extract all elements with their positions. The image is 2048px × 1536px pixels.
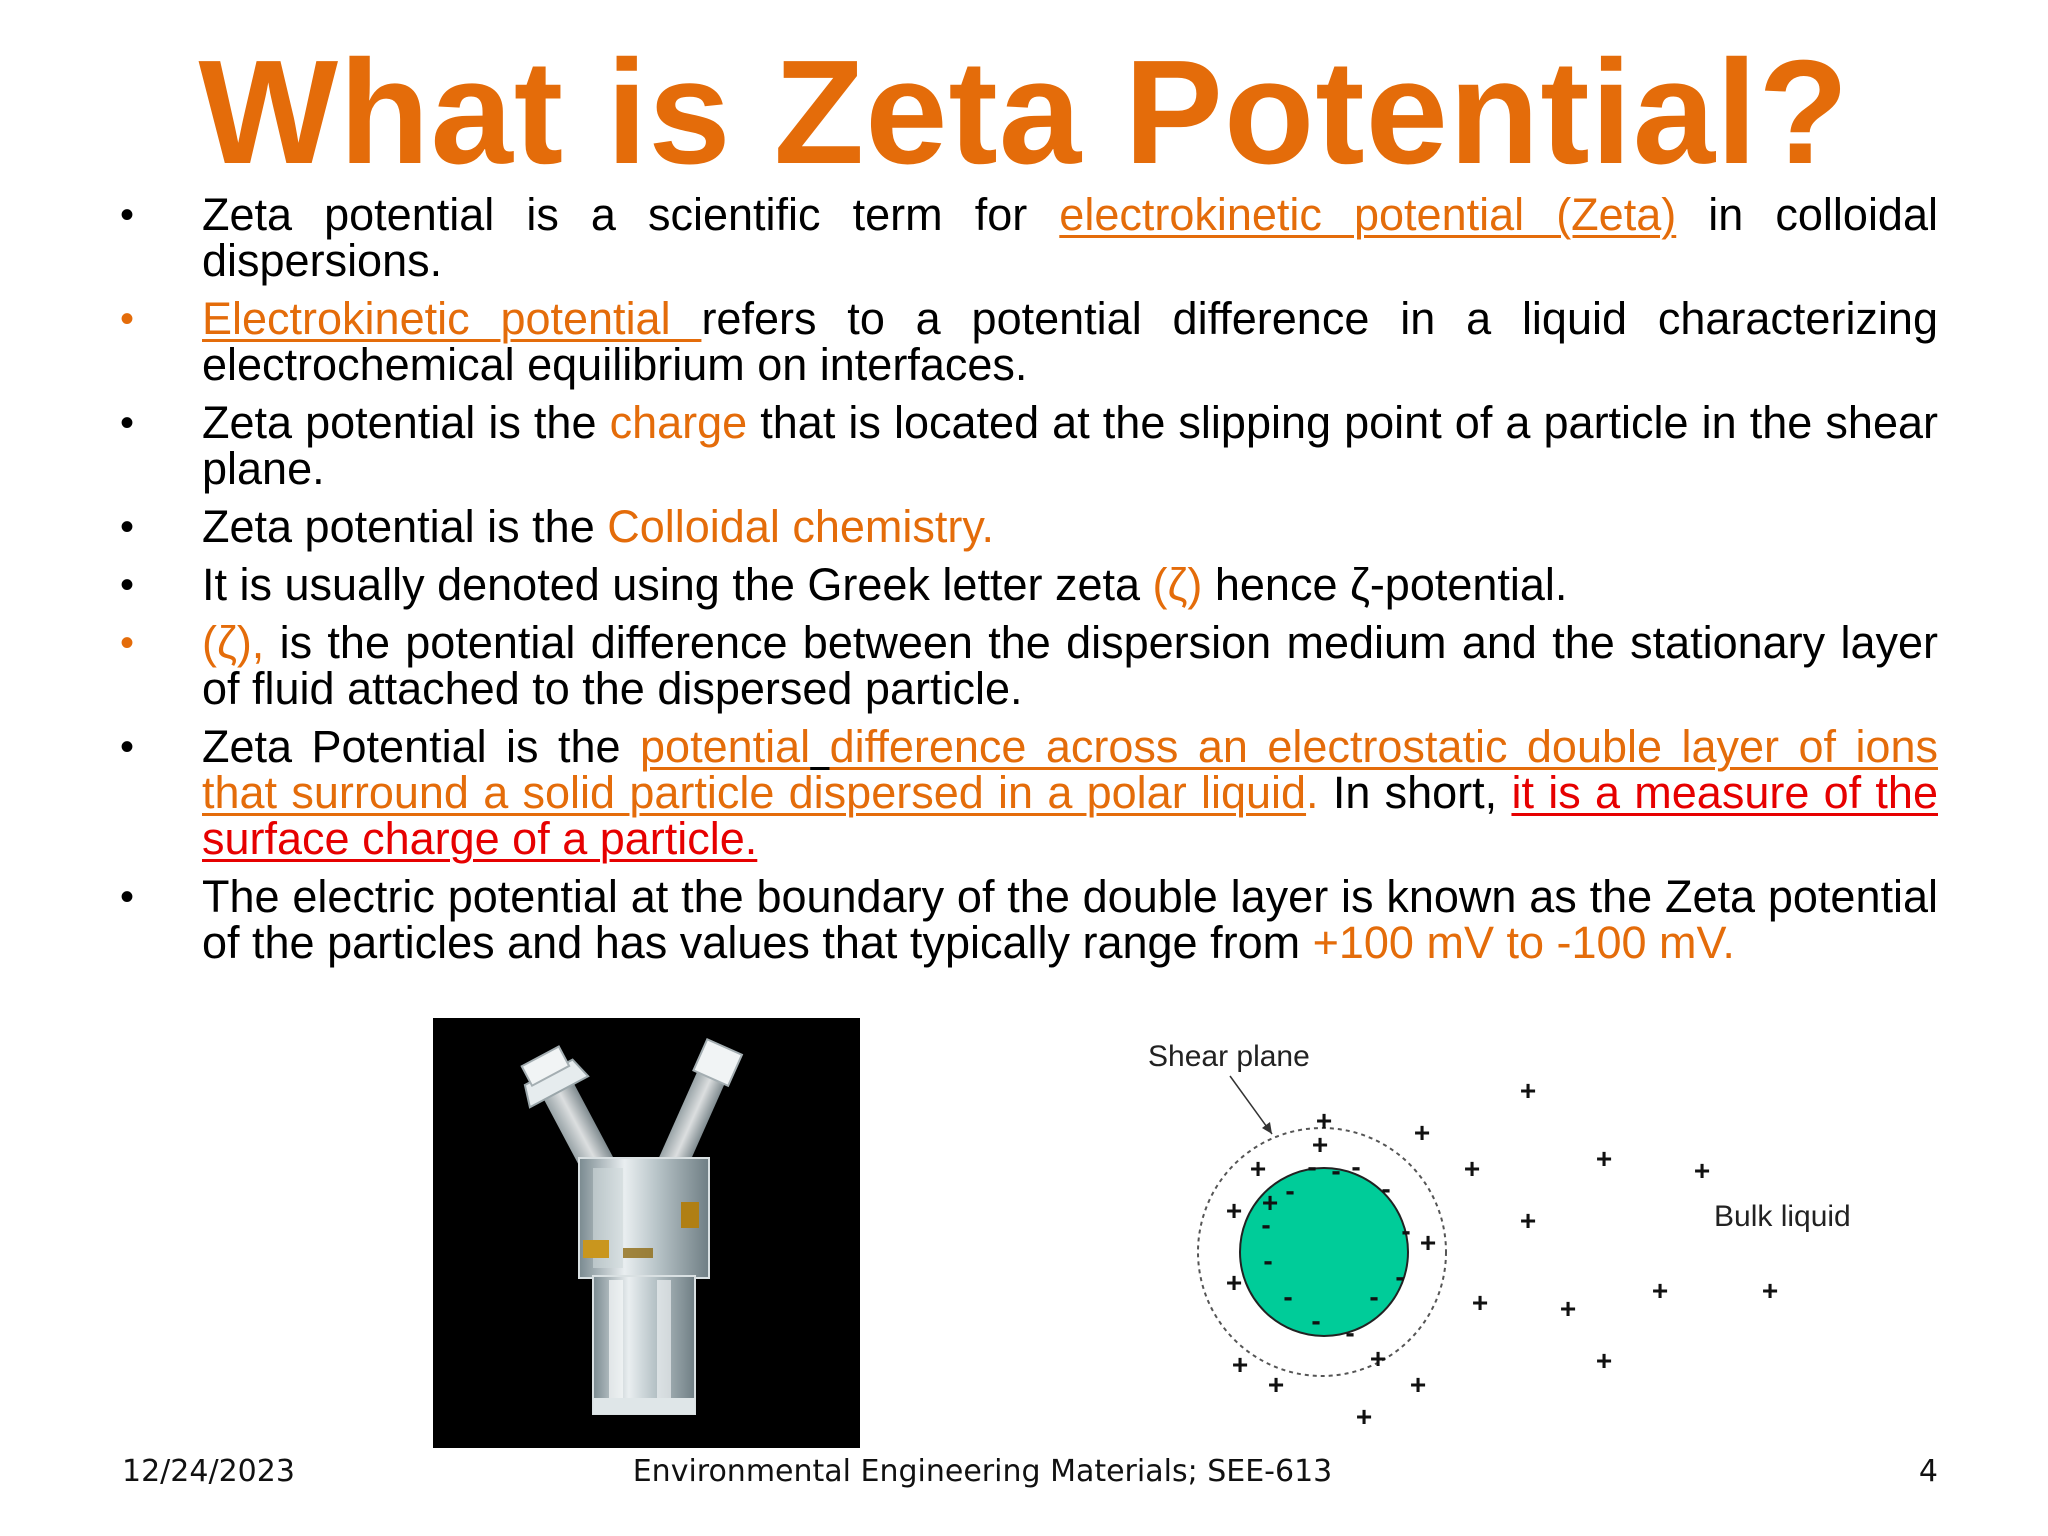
positive-ion-icon: + <box>1519 1205 1537 1236</box>
bullet-marker: • <box>120 505 135 549</box>
zeta-cell-illustration <box>433 1018 860 1448</box>
bullet-text <box>202 189 1938 286</box>
bullet-segment: The electric potential at the boundary of the double layer is known as the Zeta potential of the particles and has values that typically range from <box>202 871 1938 968</box>
negative-ion-icon: - <box>1345 1317 1355 1348</box>
positive-ion-icon: + <box>1413 1117 1431 1148</box>
bullet-item <box>120 721 1938 864</box>
negative-ion-icon: - <box>1401 1215 1411 1246</box>
negative-ion-icon: - <box>1311 1305 1321 1336</box>
bullet-segment: it is a measure of the surface charge of a particle. <box>202 767 1938 864</box>
negative-ion-icon: - <box>1381 1173 1391 1204</box>
slide-title: What is Zeta Potential? <box>198 30 1850 195</box>
bullet-segment <box>810 721 829 772</box>
negative-ion-icon: - <box>1283 1281 1293 1312</box>
positive-ion-icon: + <box>1595 1143 1613 1174</box>
bullet-marker: • <box>120 193 135 237</box>
bullet-text <box>202 721 1938 864</box>
bullet-item <box>120 293 1938 390</box>
bullet-segment: potential <box>640 721 811 772</box>
positive-ion-icon: + <box>1225 1195 1243 1226</box>
bullet-segment: Zeta Potential is the <box>202 721 641 772</box>
positive-ion-icon: + <box>1315 1105 1333 1136</box>
bullet-segment: Zeta potential is a scientific term for <box>202 189 1060 240</box>
positive-ion-icon: + <box>1559 1293 1577 1324</box>
bullet-segment: charge <box>609 397 748 448</box>
negative-ion-icon: - <box>1261 1209 1271 1240</box>
negative-ion-icon: - <box>1331 1155 1341 1186</box>
footer-course: Environmental Engineering Materials; SEE-613 <box>632 1454 1333 1489</box>
bullet-segment: Zeta potential is the <box>202 501 608 552</box>
bullet-segment: . <box>1306 767 1319 818</box>
bullet-segment: hence ζ-potential. <box>1202 559 1568 610</box>
bullet-item <box>120 617 1938 714</box>
bullet-segment: Zeta potential is the <box>202 397 610 448</box>
positive-ion-icon: + <box>1225 1267 1243 1298</box>
bullet-item <box>120 871 1938 968</box>
footer-page-number: 4 <box>1918 1454 1938 1489</box>
bullet-segment: difference across an electrostatic double layer of ions that surround a solid particle dispersed in a polar liquid <box>202 721 1938 818</box>
bullet-segment: (ζ), <box>202 617 265 668</box>
bullet-text <box>202 871 1938 968</box>
bullet-segment: is the potential difference between the dispersion medium and the stationary layer of fluid attached to the dispersed particle. <box>202 617 1938 714</box>
positive-ion-icon: + <box>1761 1275 1779 1306</box>
negative-ion-icon: - <box>1285 1175 1295 1206</box>
positive-ion-icon: + <box>1471 1287 1489 1318</box>
positive-ion-icon: + <box>1595 1345 1613 1376</box>
shear-plane-label: Shear plane <box>1148 1040 1310 1073</box>
footer-date: 12/24/2023 <box>122 1454 295 1489</box>
positive-ion-icon: + <box>1419 1227 1437 1258</box>
bullet-segment: that is located at the slipping point of a particle in the shear plane. <box>202 397 1938 494</box>
bullet-item <box>120 559 1938 610</box>
bullet-item <box>120 189 1938 286</box>
positive-ion-icon: + <box>1231 1349 1249 1380</box>
bullet-item <box>120 501 1938 552</box>
negative-ion-icon: - <box>1263 1245 1273 1276</box>
bullet-marker: • <box>120 297 135 341</box>
bullet-segment: electrokinetic potential (Zeta) <box>1059 189 1677 240</box>
positive-ion-icon: + <box>1261 1187 1279 1218</box>
negative-ion-icon: - <box>1369 1281 1379 1312</box>
double-layer-diagram <box>1130 1030 1930 1430</box>
bullet-list <box>120 189 1938 978</box>
bullet-segment: Electrokinetic potential <box>202 293 702 344</box>
positive-ion-icon: + <box>1267 1369 1285 1400</box>
bullet-text <box>202 397 1938 494</box>
positive-ion-icon: + <box>1463 1153 1481 1184</box>
negative-ion-icon: - <box>1351 1151 1361 1182</box>
positive-ion-icon: + <box>1311 1129 1329 1160</box>
arrow-head-icon <box>1262 1122 1272 1134</box>
bullet-segment: refers to a potential difference in a liquid characterizing electrochemical equilibrium on interfaces. <box>202 293 1938 390</box>
bullet-marker: • <box>120 401 135 445</box>
positive-ion-icon: + <box>1519 1075 1537 1106</box>
bullet-text <box>202 293 1938 390</box>
bullet-marker: • <box>120 621 135 665</box>
bullet-marker: • <box>120 563 135 607</box>
bulk-liquid-label: Bulk liquid <box>1714 1200 1851 1233</box>
bullet-text <box>202 617 1938 714</box>
zeta-cell-photo <box>433 1018 860 1448</box>
negative-ion-icon: - <box>1307 1151 1317 1182</box>
negative-ion-icon: - <box>1395 1261 1405 1292</box>
bullet-item <box>120 397 1938 494</box>
positive-ion-icon: + <box>1651 1275 1669 1306</box>
bullet-text <box>202 559 1567 610</box>
bullet-marker: • <box>120 725 135 769</box>
bullet-segment: It is usually denoted using the Greek letter zeta <box>202 559 1153 610</box>
bullet-segment: In short, <box>1318 767 1512 818</box>
bullet-segment: +100 mV to -100 mV. <box>1312 917 1735 968</box>
bullet-segment: (ζ) <box>1152 559 1203 610</box>
positive-ion-icon: + <box>1249 1153 1267 1184</box>
positive-ion-icon: + <box>1369 1343 1387 1374</box>
positive-ion-icon: + <box>1693 1155 1711 1186</box>
bullet-segment: in colloidal dispersions. <box>202 189 1938 286</box>
bullet-marker: • <box>120 875 135 919</box>
positive-ion-icon: + <box>1409 1369 1427 1400</box>
positive-ion-icon: + <box>1355 1401 1373 1430</box>
bullet-segment: Colloidal chemistry. <box>607 501 995 552</box>
bullet-text <box>202 501 994 552</box>
